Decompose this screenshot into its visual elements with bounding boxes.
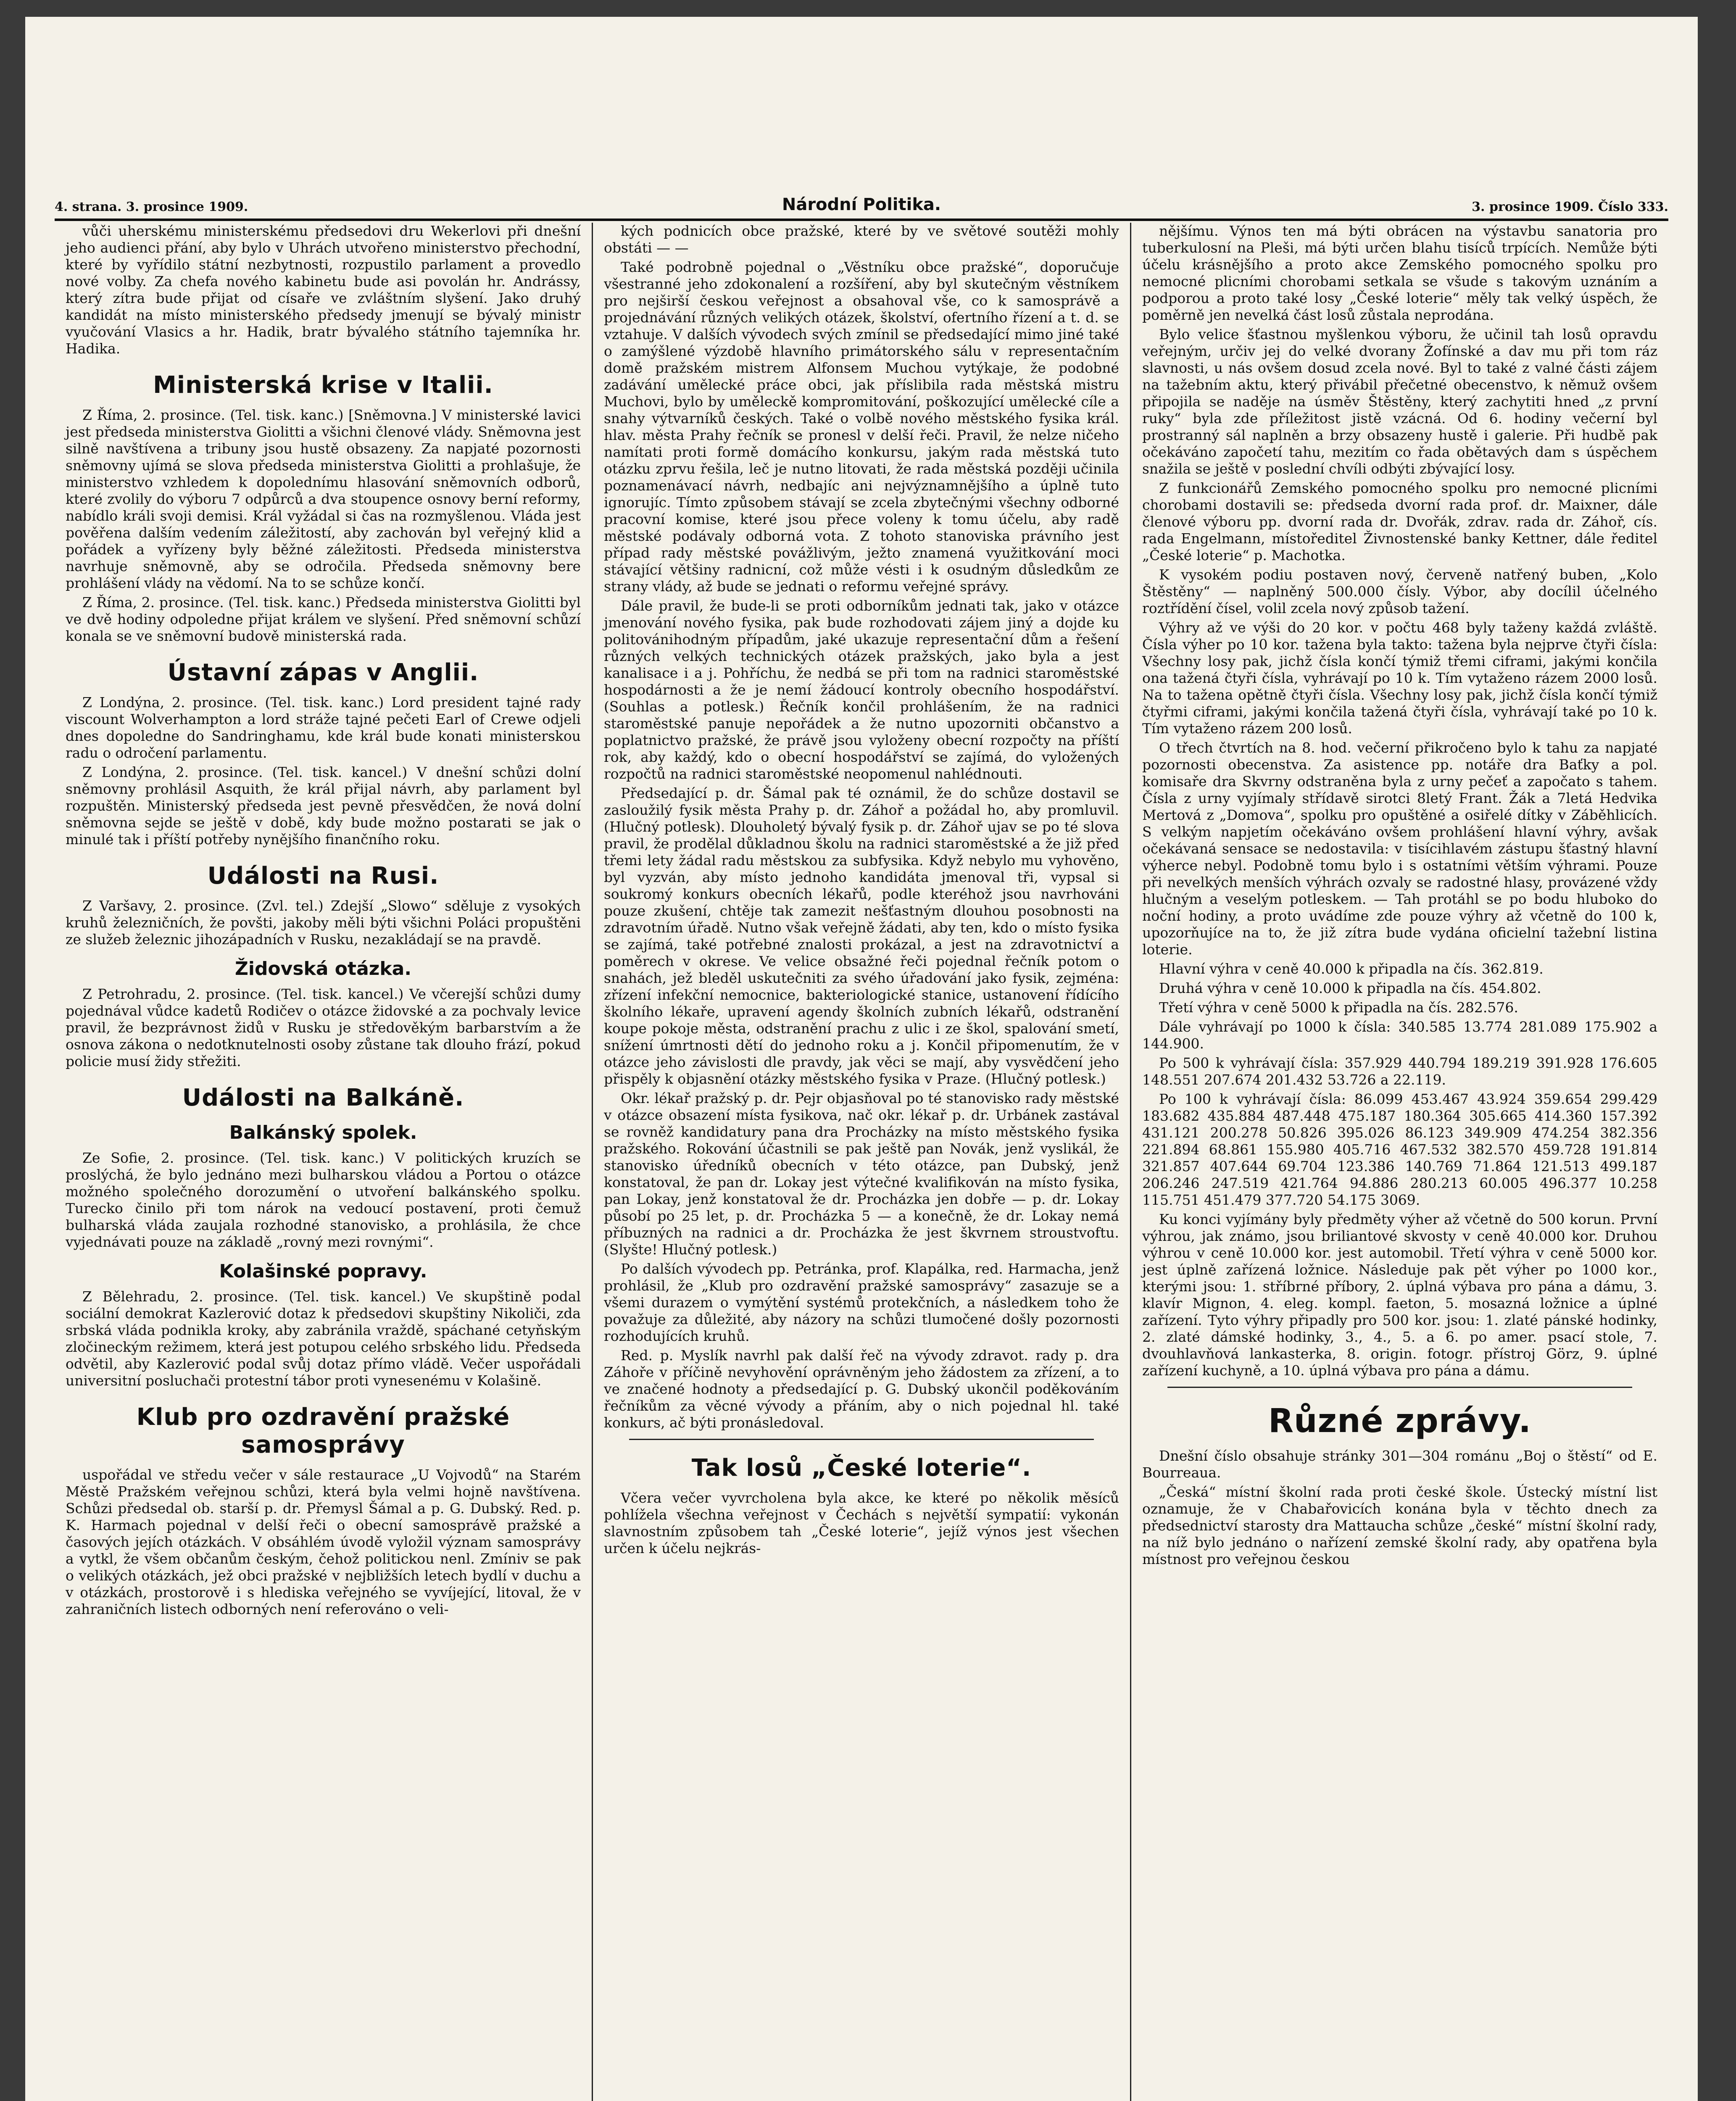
article-heading: Klub pro ozdravění pražské samosprávy: [136, 1403, 510, 1459]
paragraph: Po 500 k vyhrávají čísla: 357.929 440.794 189.219 391.928 176.605 148.551 207.674 201.432 53.726 a 22.119.: [1142, 1055, 1657, 1088]
paragraph: Z Říma, 2. prosince. (Tel. tisk. kanc.) [Sněmovna.] V ministerské lavici jest předseda ministerstva Giolitti a všichni členové vlády. Sněmovna jest silně navštívena a tribuny jsou hustě obsazeny. Za napjaté pozornosti sněmovny ujímá se slova předseda ministerstva Giolitti a prohlašuje, že ministerstvo vzhledem k dopolednímu hlasování sněmovních odborů, které zvolily do výboru 7 odpůrců a dva stoupence osnovy berní reformy, nabídlo králi svoji demisi. Král vyžádal si čas na rozmyšlenou. Vláda jest pověřena dalším vedením záležitostí, aby zachován byl veřejný klid a pořádek a vyřízeny byly běžné záležitosti. Předseda ministerstva navrhuje sněmovně, aby se odročila. Předseda sněmovny bere prohlášení vlády na vědomí. Na to se schůze končí.: [66, 407, 581, 591]
paragraph: nějšímu. Výnos ten má býti obrácen na výstavbu sanatoria pro tuberkulosní na Pleši, má býti určen blahu tisíců trpících. Nemůže býti účelu krásnějšího a proto akce Zemského pomocného spolku pro nemocné plicními chorobami setkala se všude s takovým uznáním a podporou a proto také losy „České loterie“ měly tak velký úspěch, že poměrně jen nevelká část losů zůstala neprodána.: [1142, 223, 1657, 323]
newspaper-page: [25, 17, 1698, 2101]
article-subheading: Kolašinské popravy.: [219, 1261, 427, 1282]
paragraph: Dále vyhrávají po 1000 k čísla: 340.585 13.774 281.089 175.902 a 144.900.: [1142, 1019, 1657, 1052]
article-heading: Tak losů „České loterie“.: [691, 1454, 1032, 1482]
paragraph: Okr. lékař pražský p. dr. Pejr objasňoval po té stanovisko rady městské v otázce obsazení místa fysikova, nač okr. lékař p. dr. Urbánek zastával se rovněž kandidatury pana dra Procházky na místo městského fysika pražského. Rokování účastnili se pak ještě pan Novák, jenž vyslikál, že stanovisko úředníků obecních v této otázce, pan Dubský, jenž konstatoval, že pan dr. Lokay jest výtečné kvalifikován na místo fysika, pan Lokay, jenž konstatoval že dr. Procházka jen dobře — p. dr. Lokay působí po 25 let, p. dr. Procházka 5 — a konečně, že dr. Lokay nemá příbuzných na radnici a dr. Procházka že jest škvrnem stroustvoftu. (Slyšte! Hlučný potlesk.): [604, 1090, 1119, 1258]
paragraph: Ku konci vyjímány byly předměty výher až včetně do 500 korun. První výhrou, jak známo, jsou briliantové skvosty v ceně 40.000 kor. Druhou výhrou v ceně 10.000 kor. jest automobil. Třetí výhra v ceně 5000 kor. jest úplně zařízená ložnice. Následuje pak pět výher po 1000 kor., kterými jsou: 1. stříbrné příbory, 2. úplná výbava pro pána a dámu, 3. klavír Mignon, 4. eleg. kompl. faeton, 5. mosazná ložnice a úplné zařízení. Tyto výhry připadly pro 500 kor. jsou: 1. zlaté pánské hodinky, 2. zlaté dámské hodinky, 3., 4., 5. a 6. po amer. psací stole, 7. dvouhlavňová lankasterka, 8. origin. fotogr. přístroj Görz, 9. úplné zařízení kuchyně, a 10. úplná výbava pro pána a dámu.: [1142, 1211, 1657, 1379]
paragraph: Předsedající p. dr. Šámal pak té oznámil, že do schůze dostavil se zasloužilý fysik města Prahy p. dr. Záhoř a požádal ho, aby promluvil. (Hlučný potlesk). Dlouholetý bývalý fysik p. dr. Záhoř ujav se po té slova pravil, že prodělal důkladnou školu na radnici staroměstské a že již před třemi lety žádal radu městskou za subfysika. Když nebylo mu vyhověno, byl vyzván, aby místo jednoho kandidáta jmenoval tři, vypsal si soukromý konkurs obecních lékařů, podle kteréhož jsou navrhováni pouze zkušení, chtěje tak zamezit nešťastným dlouhou posobnosti na zdravotním úřadě. Nutno však veřejně žádati, aby ten, kdo o místo fysika se zajímá, také potřebné znalosti prokázal, a jest na zdravotnictví a poměrech v okrese. Ve velice obsažné řeči pojednal řečník potom o snahách, jež bleděl uskutečniti za svého úřadování jako fysik, zejména: zřízení infekční nemocnice, bakteriologické stanice, ustanovení řídícího školního lékaře, upravení agendy školních zubních lékařů, odstranění koupe pokoje města, odstranění prachu z ulic i ze škol, spalování smetí, snížení úmrtnosti dětí do jednoho roku a j. Končil připomenutím, že v otázce jeho závislosti dle pravdy, jak věci se mají, aby vysvědčení jeho přispěly k objasnění otázky městského fysika v Praze. (Hlučný potlesk.): [604, 785, 1119, 1087]
paragraph: Red. p. Myslík navrhl pak další řeč na vývody zdravot. rady p. dra Záhoře v příčině nevyhovění oprávněným jeho žádostem za zřízení, a to ve značené hodnoty a předsedající p. G. Dubský ukončil poděkováním řečníkům za věcné vývody a přáním, aby o nich pojednal hl. také konkurs, ač býti pronásledoval.: [604, 1347, 1119, 1431]
paragraph: Třetí výhra v ceně 5000 k připadla na čís. 282.576.: [1159, 999, 1518, 1016]
paragraph: Včera večer vyvrcholena byla akce, ke které po několik měsíců pohlížela všechna veřejnost v Čechách s největší sympatií: vykonán slavnostním způsobem tah „České loterie“, jejíž výnos jest všechen určen k účelu nejkrás-: [604, 1490, 1119, 1556]
paragraph: K vysokém podiu postaven nový, červeně natřený buben, „Kolo Štěstěny“ — naplněný 500.000 čísly. Výbor, aby docílil účelného roztřídění čísel, volil zcela nový způsob tažení.: [1142, 566, 1657, 616]
paragraph: vůči uherskému ministerskému předsedovi dru Wekerlovi při dnešní jeho audienci přání, aby bylo v Uhrách utvořeno ministerstvo přechodní, které by vyřídilo státní nezbytnosti, rozpustilo parlament a provedlo nové volby. Za chefa nového kabinetu bude asi povolán hr. Andrássy, který zítra bude přijat od císaře ve zvláštním slyšení. Jako druhý kandidát na místo ministerského předsedy jmenují se bývalý ministr vyučování Vlasics a hr. Hadik, bratr bývalého státního tajemníka hr. Hadika.: [66, 223, 581, 357]
paragraph: Po dalších vývodech pp. Petránka, prof. Klapálka, red. Harmacha, jenž prohlásil, že „Klub pro ozdravění pražské samosprávy“ zasazuje se a všemi durazem o vymýtění systémů protekčních, a následkem toho že považuje za důležité, aby názory na schůzi tlumočené došly pozornosti rozhodujících kruhů.: [604, 1261, 1119, 1344]
issue-date-number: 3. prosince 1909. Číslo 333.: [1472, 200, 1668, 214]
paragraph: Bylo velice šťastnou myšlenkou výboru, že učinil tah losů opravdu veřejným, určiv jej do velké dvorany Žofínské a dav mu při tom ráz slavnosti, u nás ovšem dosud zcela nové. Byl to také z valné části zájem na tažebním aktu, který přivábil přečetné obecenstvo, k němuž ovšem připojila se naděje na úsměv Štěstěny, který zachytiti hned „z první ruky“ byla zde příležitost jistě vzácná. Od 6. hodiny večerní byl prostranný sál naplněn a brzy obsazeny hustě i galerie. Při hudbě pak očekáváno započetí tahu, mezitím co řada obětavých dam s úspěchem snažila se ještě v poslední chvíli odbýti zbývající losy.: [1142, 326, 1657, 477]
page-header: [55, 185, 1668, 221]
paragraph: Hlavní výhra v ceně 40.000 k připadla na čís. 362.819.: [1159, 961, 1544, 977]
paragraph: Z Londýna, 2. prosince. (Tel. tisk. kancel.) V dnešní schůzi dolní sněmovny prohlásil Asquith, že král přijal návrh, aby parlament byl rozpuštěn. Ministerský předseda jest pevně přesvědčen, že nová dolní sněmovna sejde se ještě v době, kdy bude možno postarati se jak o minulé tak i příští potřeby nynějšího finančního roku.: [66, 764, 581, 848]
paragraph: Výhry až ve výši do 20 kor. v počtu 468 byly taženy každá zvláště. Čísla výher po 10 kor. tažena byla takto: tažena byla nejprve čtyři čísla: Všechny losy pak, jichž čísla končí týmiž třemi ciframi, jakými končila ona tažená čtyři čísla, vyhrávají po 10 k. Tím vytaženo rázem 2000 losů. Na to tažena opětně čtyři čísla. Všechny losy pak, jichž čísla končí týmiž čtyřmi ciframi, jakými končila tažená čtyři čísla, vyhrávají také po 10 k. Tím vytaženo rázem 200 losů.: [1142, 619, 1657, 737]
paragraph: Také podrobně pojednal o „Věstníku obce pražské“, doporučuje všestranné jeho zdokonalení a rozšíření, aby byl skutečným věstníkem pro nejširší českou veřejnost a obsahoval vše, co k samosprávě a projednávání různých velikých otázek, školství, ofertního řízení a t. d. se vztahuje. V dalších vývodech svých zmínil se předsedající mimo jiné také o zamýšlené výzdobě hlavního primátorského sálu v representačním domě pražském mistrem Alfonsem Muchou vytýkaje, že podobné zadávání umělecké práce obci, jak příslibila rada městská mistru Muchovi, bylo by uměleckě kompromitování, poškozující umělecké cíle a snahy výtvarníků českých. Také o volbě nového městského fysika král. hlav. města Prahy řečník se pronesl v delší řeči. Pravil, že nelze ničeho namítati proti formě domácího konkursu, jakým rada městská tuto otázku zprvu řešila, leč je nutno litovati, že rada městská později učinila poznamenávací návrh, nedbajíc ani nejvýznamnějšího a úplně tuto ignorujíc. Tímto způsobem stávají se zcela zbytečnými všechny odborné pracovní komise, které jsou přece voleny k tomu účelu, aby radě městské podávaly odborná vota. Z tohoto stanoviska právního jest případ rady městské povážlivým, ježto znamená využitkování moci stávající většiny radnicní, což může vésti i k osudným důsledkům ze strany vlády, až bude se jednati o reformu veřejné správy.: [604, 259, 1119, 595]
paragraph: Z Varšavy, 2. prosince. (Zvl. tel.) Zdejší „Slowo“ sděluje z vysokých kruhů železničních, že povšti, jakoby měli býti všichni Poláci propuštěni ze služeb železnic jihozápadních v Rusku, nezakládají se na pravdě.: [66, 898, 581, 948]
article-heading: Události na Balkáně.: [182, 1084, 464, 1111]
article-heading: Ministerská krise v Italii.: [153, 371, 493, 399]
article-heading: Události na Rusi.: [207, 862, 439, 890]
paragraph: Z Petrohradu, 2. prosince. (Tel. tisk. kancel.) Ve včerejší schůzi dumy pojednával vůdce kadetů Rodičev o otázce židovské a za pochvaly levice pravil, že bezprávnost židů v Rusku je středověkým barbarstvím a že osnova zákona o nedotknutelnosti osoby zůstane tak dlouho frází, pokud policie musí židy střežiti.: [66, 986, 581, 1069]
paragraph: Z Londýna, 2. prosince. (Tel. tisk. kanc.) Lord president tajné rady viscount Wolverhampton a lord stráže tajné pečeti Earl of Crewe odjeli dnes dopoledne do Sandringhamu, kde král bude konati ministerskou radu o odročení parlamentu.: [66, 694, 581, 761]
column-3: [1131, 223, 1668, 2101]
column-1: [55, 223, 593, 2101]
page-number-date: 4. strana. 3. prosince 1909.: [55, 200, 248, 214]
section-divider: [629, 1439, 1094, 1440]
article-subheading: Balkánský spolek.: [229, 1122, 417, 1143]
paragraph: Druhá výhra v ceně 10.000 k připadla na čís. 454.802.: [1159, 980, 1541, 996]
paragraph: uspořádal ve středu večer v sále restaurace „U Vojvodů“ na Starém Městě Pražském veřejnou schůzi, která byla velmi hojně navštívena. Schůzi předsedal ob. starší p. dr. Přemysl Šámal a p. G. Dubský. Red. p. K. Harmach pojednal v delší řeči o obecní samosprávě pražské a časových jejích otázkách. V obsáhlém úvodě vyložil význam samosprávy a vytkl, že všem občanům českým, čehož politickou nenl. Zmíniv se pak o velikých otázkách, jež obci pražské v nejbližších letech bydlí v duchu a v otázkách, prostorově i s hlediska veřejného se vyvíjející, litoval, že v zahraničních listech odborných není referováno o veli-: [66, 1466, 581, 1617]
paragraph: kých podnicích obce pražské, které by ve světové soutěži mohly obstáti — —: [604, 223, 1119, 256]
masthead: Národní Politika.: [782, 195, 941, 214]
paragraph: Po 100 k vyhrávají čísla: 86.099 453.467 43.924 359.654 299.429 183.682 435.884 487.448 475.187 180.364 305.665 414.360 157.392 431.121 200.278 50.826 395.026 86.123 349.909 474.254 382.356 221.894 68.861 155.980 405.716 467.532 382.570 459.728 191.814 321.857 407.644 69.704 123.386 140.769 71.864 121.513 499.187 206.246 247.519 421.764 94.886 280.213 60.005 496.377 10.258 115.751 451.479 377.720 54.175 3069.: [1142, 1091, 1657, 1208]
paragraph: Z Říma, 2. prosince. (Tel. tisk. kanc.) Předseda ministerstva Giolitti byl ve dvě hodiny odpoledne přijat králem ve slyšení. Před sněmovní schůzí konala se ve sněmovní budově ministerská rada.: [66, 594, 581, 644]
paragraph: Z funkcionářů Zemského pomocného spolku pro nemocné plicními chorobami dostavili se: předseda dvorní rada prof. dr. Maixner, dále členové výboru pp. dvorní rada dr. Dvořák, zdrav. rada dr. Záhoř, cís. rada Engelmann, místoředitel Živnostenské banky Kettner, dále ředitel „České loterie“ p. Machotka.: [1142, 480, 1657, 563]
paragraph: Ze Sofie, 2. prosince. (Tel. tisk. kanc.) V politických kruzích se proslýchá, že bylo jednáno mezi bulharskou vládou a Portou o otázce možného společného dorozumění o utvoření balkánského spolku. Turecko činilo při tom nárok na vedoucí postavení, proti čemuž bulharská vláda zaujala rozhodné stanovisko, a prohlásila, že chce vyjednávati pouze na základě „rovný mezi rovnými“.: [66, 1150, 581, 1250]
section-heading: Různé zprávy.: [1268, 1402, 1532, 1440]
paragraph: „Česká“ místní školní rada proti české škole. Ústecký místní list oznamuje, že v Chabařovicích konána byla v těchto dnech za předsednictví starosty dra Mattaucha schůze „české“ místní školní rady, na níž bylo jednáno o nařízení zemské školní rady, aby opatřena byla místnost pro veřejnou českou: [1142, 1484, 1657, 1567]
column-2: [593, 223, 1131, 2101]
article-columns: [55, 223, 1668, 2101]
article-heading: Ústavní zápas v Anglii.: [167, 659, 479, 686]
article-subheading: Židovská otázka.: [234, 958, 412, 979]
paragraph: Z Bělehradu, 2. prosince. (Tel. tisk. kancel.) Ve skupštině podal sociální demokrat Kazlerović dotaz k předsedovi skupštiny Nikoliči, zda srbská vláda podnikla kroky, aby zabránila vraždě, spáchané cetyňským zločineckým režimem, která jest potupou celého srbského lidu. Předseda odvětil, aby Kazlerović podal svůj dotaz přímo vládě. Večer uspořádali universitní posluchači protestní tábor proti vynesenému v Kolašině.: [66, 1288, 581, 1389]
paragraph: Dále pravil, že bude-li se proti odborníkům jednati tak, jako v otázce jmenování nového fysika, pak bude rozhodovati zájem jiný a dojde ku politovánihodným případům, jaké ukazuje representační dům a řešení různých velkých technických otázek pražských, jako byla a jest kanalisace i a j. Pohříchu, že nedbá se při tom na radnici staroměstské hospodárnosti a že je nemí žádoucí kontroly obecního hospodářství. (Souhlas a potlesk.) Řečník končil prohlášením, že na radnici staroměstské panuje nepořádek a že nutno upozorniti občanstvo a poplatnictvo pražské, že právě jsou vyloženy obecní rozpočty na příští rok, aby každý, kdo o obecní hospodářství se zajímá, do vyložených rozpočtů na radnici staroměstské neopomenul nahlédnouti.: [604, 598, 1119, 782]
section-divider: [1167, 1387, 1632, 1388]
paragraph: Dnešní číslo obsahuje stránky 301—304 románu „Boj o štěstí“ od E. Bourreaua.: [1142, 1448, 1657, 1481]
paragraph: O třech čtvrtích na 8. hod. večerní přikročeno bylo k tahu za napjaté pozornosti obecenstva. Za asistence pp. notáře dra Baťky a pol. komisaře dra Skvrny odstraněna byla z urny pečeť a započato s tahem. Čísla z urny vyjímaly střídavě sirotci 8letý Frant. Žák a 7letá Hedvika Mertová z „Domova“, spolku pro opuštěné a osiřelé dítky v Záběhlicích. S velkým napjetím očekáváno ovšem prohlášení hlavní výhry, avšak očekávaná sensace se nedostavila: v tisícihlavém zástupu šťastný hlavní výherce nebyl. Podobně tomu bylo i s ostatními větším výhrami. Pouze při nevelkých menších výhrách ozvaly se radostné hlasy, provázené vždy hlučným a veselým potleskem. — Tah protáhl se po bodu hluboko do noční hodiny, a proto uvádíme zde pouze výhry až včetně do 100 k, upozorňujíce na to, že již zítra bude vydána oficielní tažební listina loterie.: [1142, 740, 1657, 958]
